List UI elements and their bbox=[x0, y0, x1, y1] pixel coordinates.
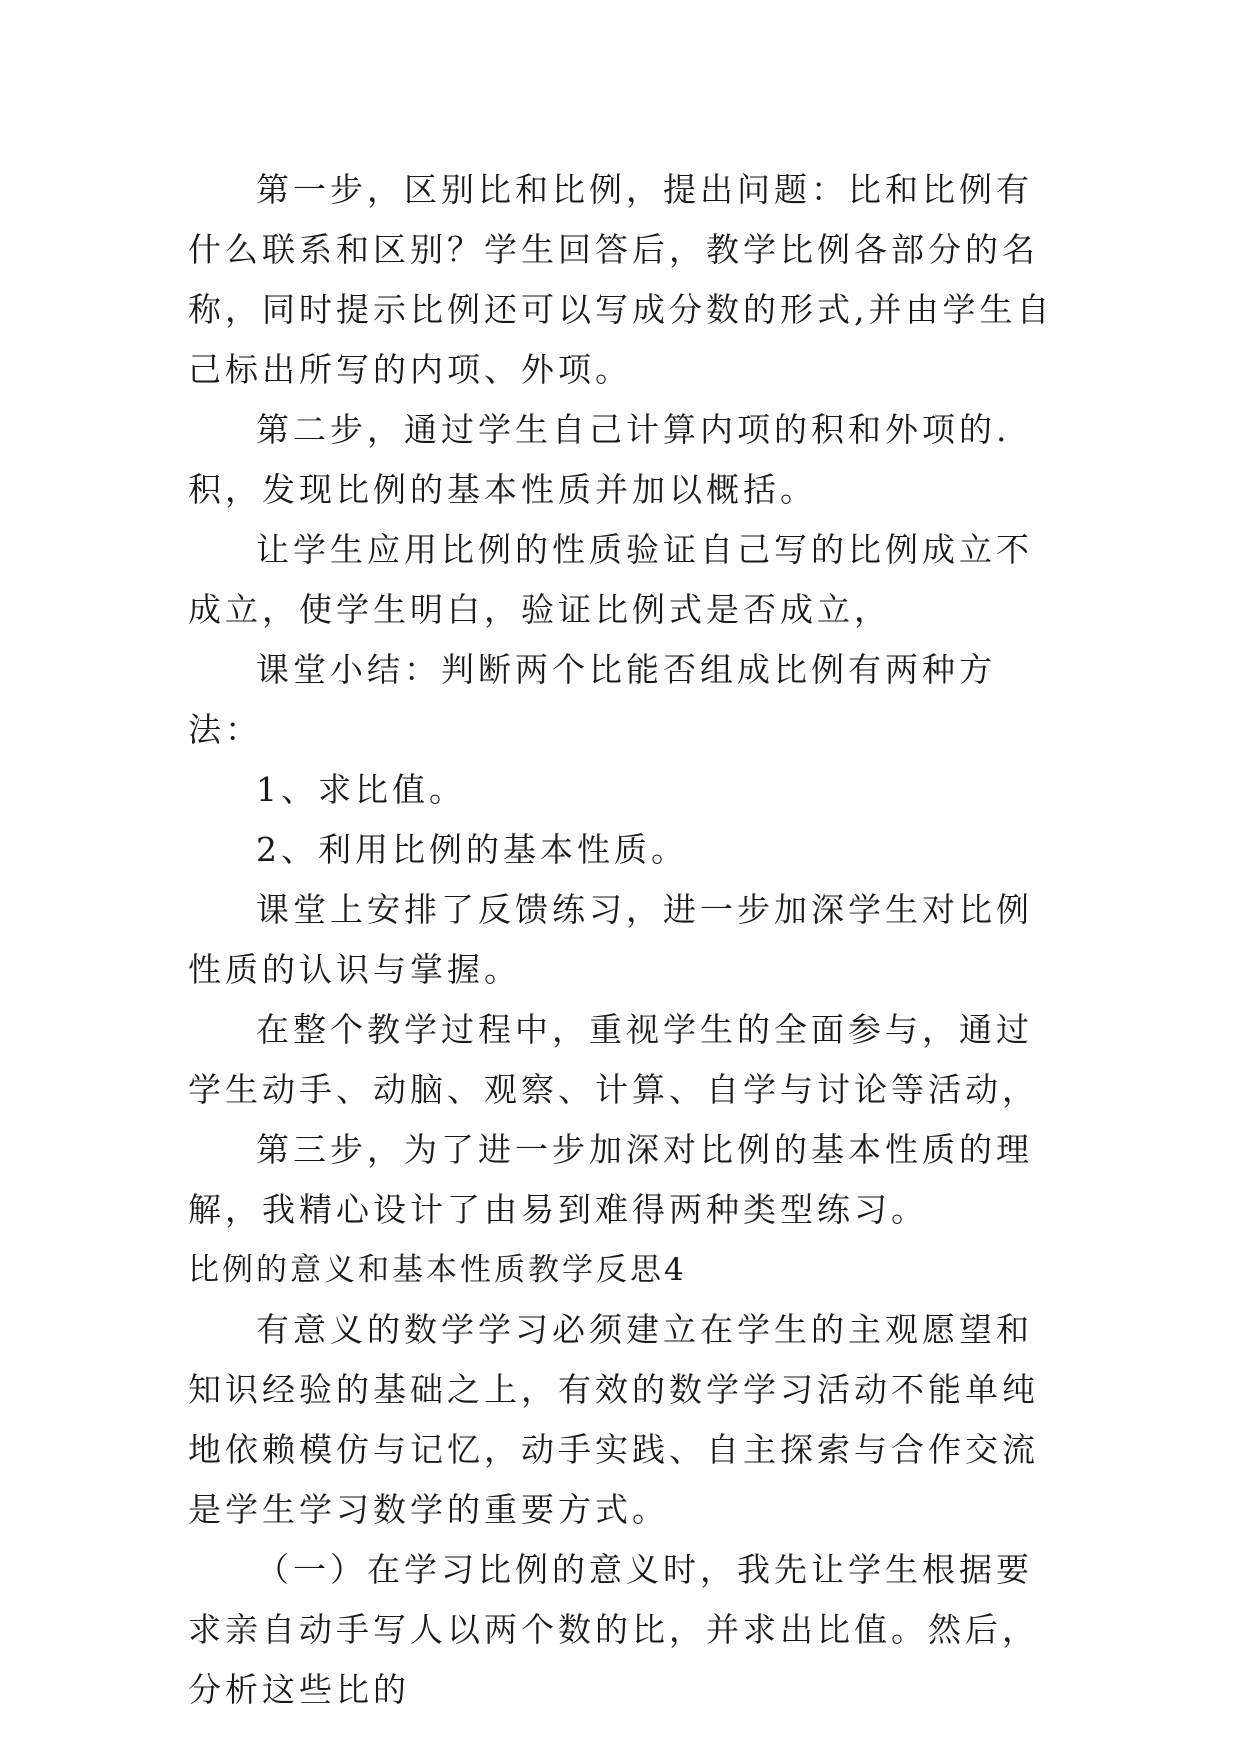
paragraph-part-one: （一）在学习比例的意义时，我先让学生根据要求亲自动手写人以两个数的比，并求出比值。然后，分析这些比的 bbox=[188, 1550, 1039, 1709]
paragraph-feedback-practice: 课堂上安排了反馈练习，进一步加深学生对比例性质的认识与掌握。 bbox=[188, 890, 1033, 989]
paragraph-verify-proportion: 让学生应用比例的性质验证自己写的比例成立不成立，使学生明白，验证比例式是否成立， bbox=[188, 530, 1033, 629]
list-item-method-2: 2、利用比例的基本性质。 bbox=[256, 830, 688, 869]
paragraph-meaningful-learning: 有意义的数学学习必须建立在学生的主观愿望和知识经验的基础之上，有效的数学学习活动不能单纯地依赖模仿与记忆，动手实践、自主探索与合作交流是学生学习数学的重要方式。 bbox=[188, 1310, 1039, 1529]
section-heading: 比例的意义和基本性质教学反思4 bbox=[188, 1252, 687, 1288]
paragraph-step-two: 第二步，通过学生自己计算内项的积和外项的.积，发现比例的基本性质并加以概括。 bbox=[188, 410, 1011, 509]
paragraph-step-three: 第三步，为了进一步加深对比例的基本性质的理解，我精心设计了由易到难得两种类型练习。 bbox=[188, 1130, 1033, 1229]
paragraph-step-one: 第一步，区别比和比例，提出问题：比和比例有什么联系和区别？学生回答后，教学比例各部分的名称，同时提示比例还可以写成分数的形式,并由学生自己标出所写的内项、外项。 bbox=[188, 170, 1054, 389]
paragraph-class-summary: 课堂小结：判断两个比能否组成比例有两种方法： bbox=[188, 650, 996, 749]
document-body bbox=[188, 160, 1068, 1720]
list-item-method-1: 1、求比值。 bbox=[256, 770, 466, 809]
paragraph-teaching-process: 在整个教学过程中，重视学生的全面参与，通过学生动手、动脑、观察、计算、自学与讨论等活动， bbox=[188, 1010, 1039, 1109]
